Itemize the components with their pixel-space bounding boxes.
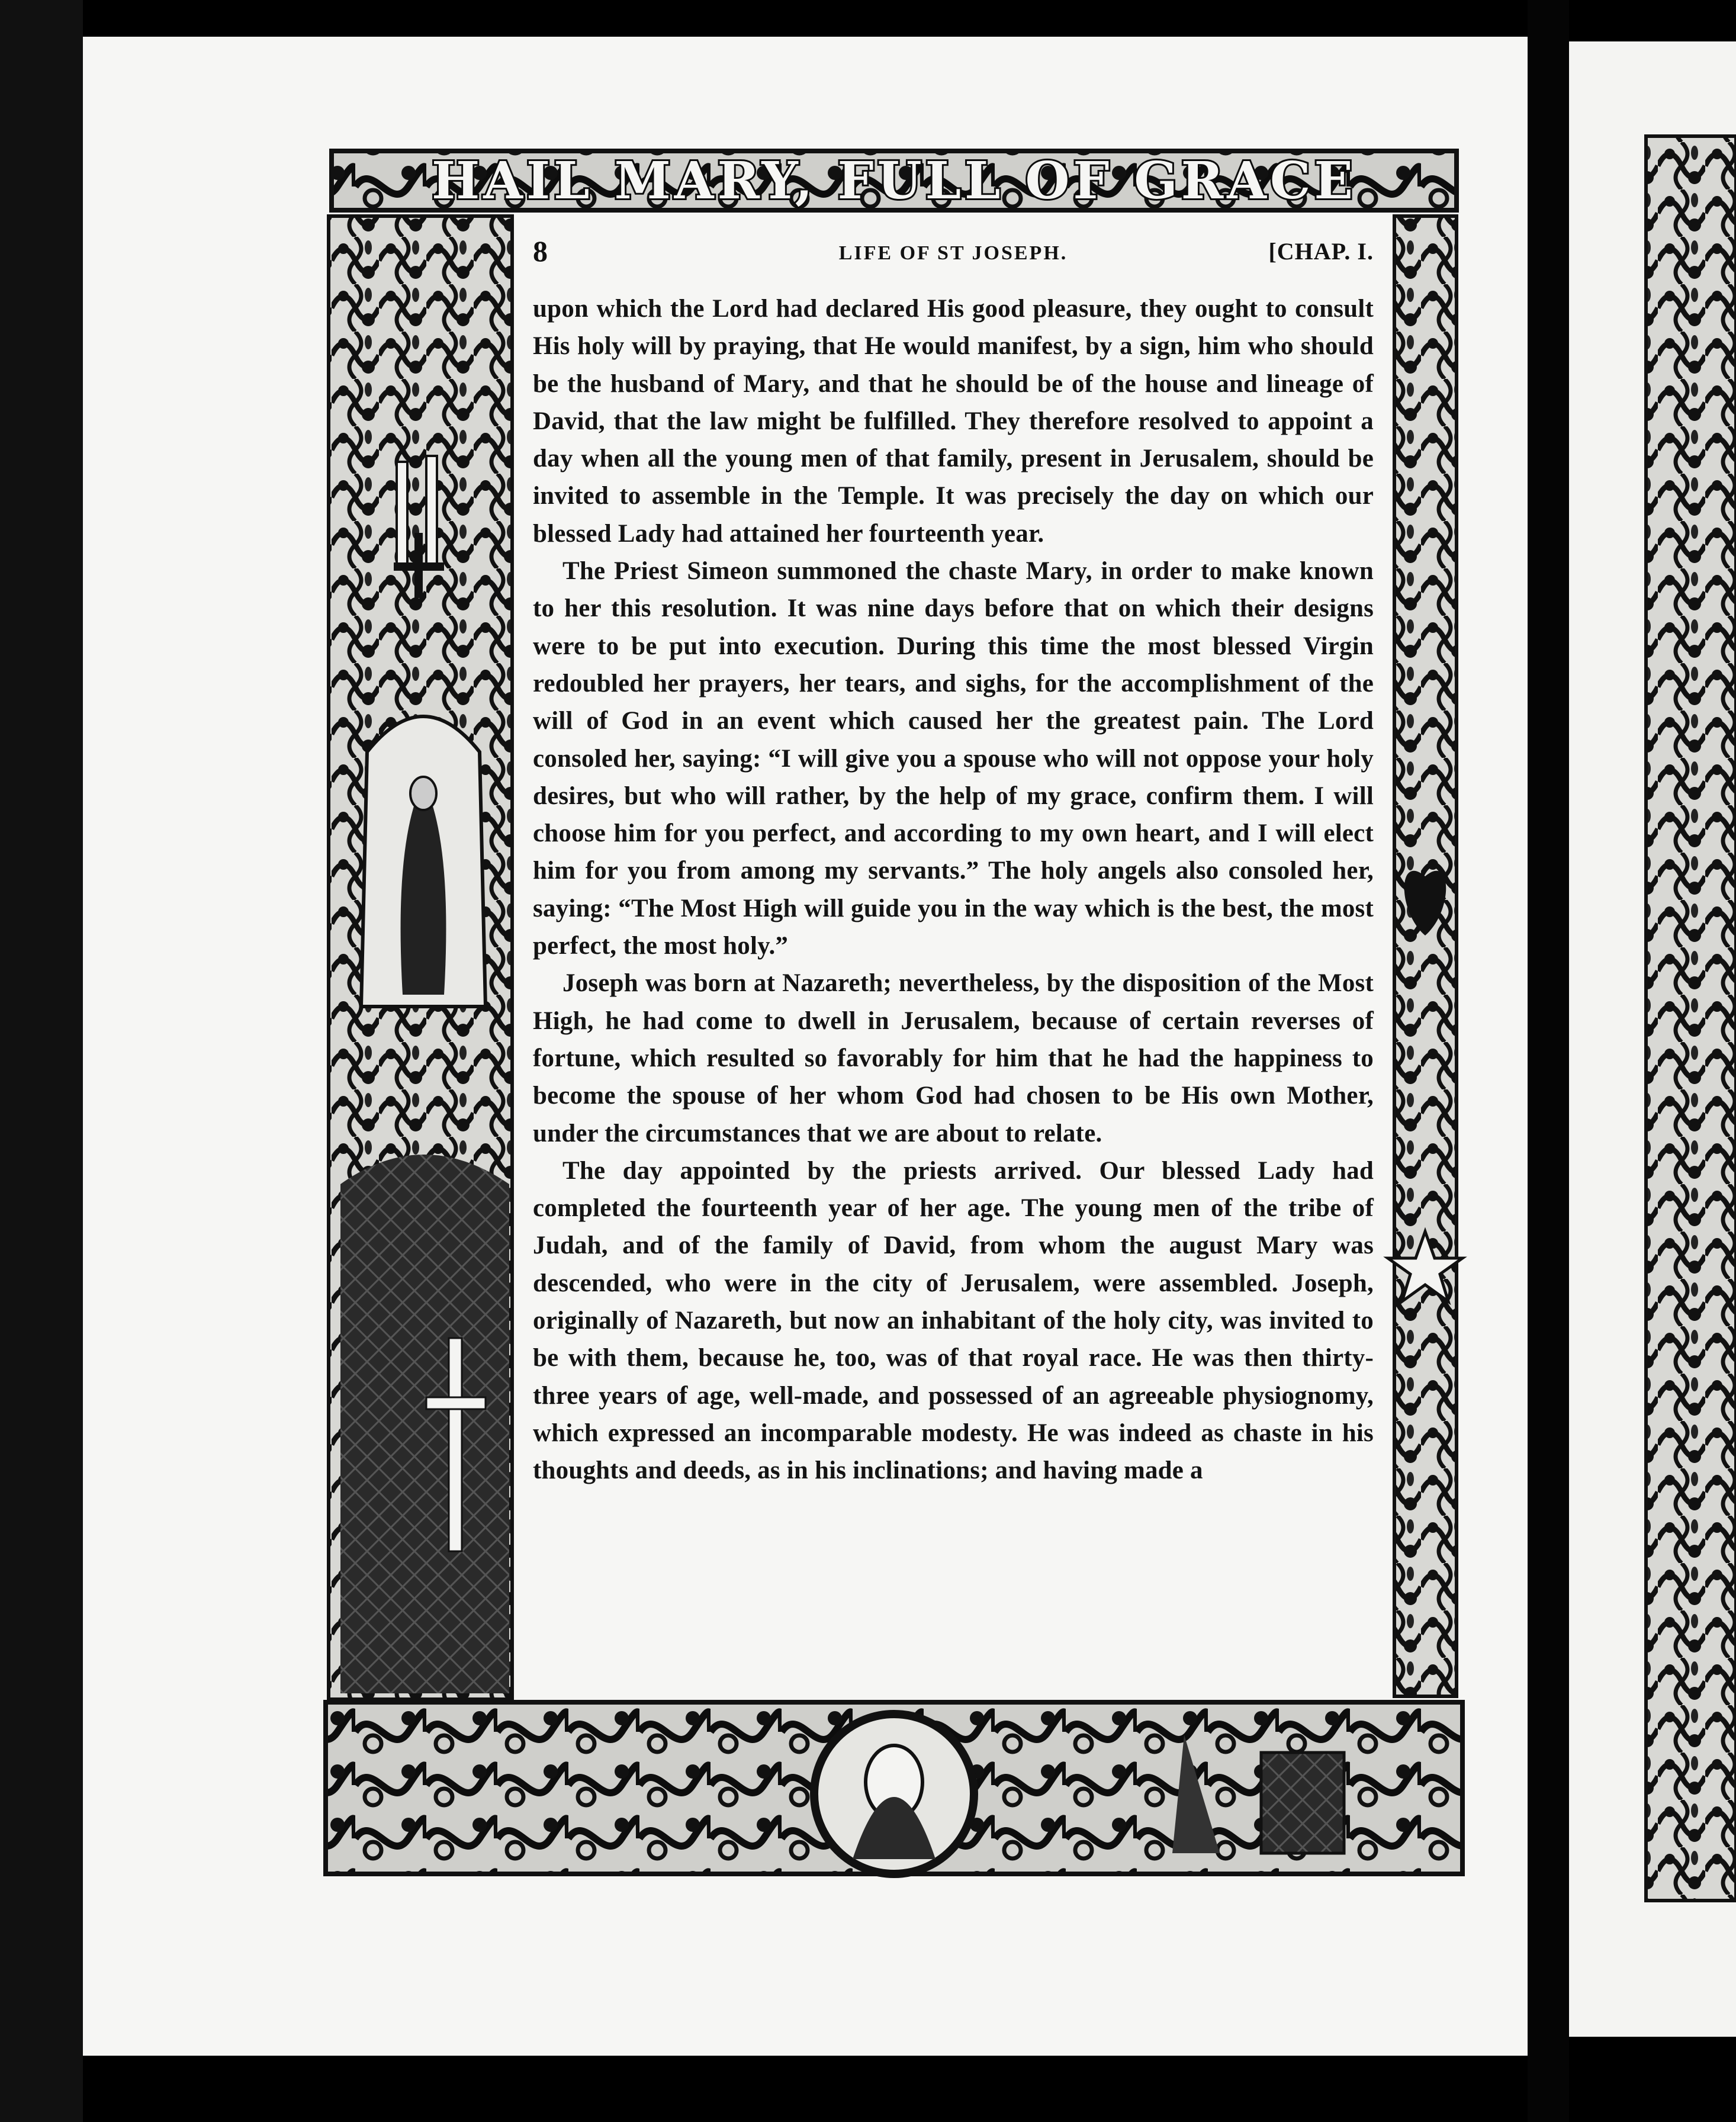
page-banner xyxy=(332,148,1457,213)
book-title: LIFE OF ST JOSEPH. xyxy=(838,242,1068,264)
bottom-border-illustration xyxy=(326,1702,1462,1874)
body-text xyxy=(533,290,1374,1490)
banner-text: HAIL MARY, FULL OF GRACE xyxy=(431,150,1357,211)
facing-page-border xyxy=(1646,136,1736,1901)
left-border-illustration xyxy=(329,216,512,1699)
right-border-illustration xyxy=(1388,216,1462,1696)
paragraph: upon which the Lord had declared His good pleasure, they ought to consult His holy will by praying, that He would manifest, by a sign, him who should be the husband of Mary, and that he should be of the house and lineage of David, that the law might be fulfilled. They therefore resolved to appoint a day when all the young men of that family, present in Jerusalem, should be invited to assemble in the Temple. It was precisely the day on which our blessed Lady had attained her fourteenth year. xyxy=(533,295,1374,548)
chapter-label: [CHAP. I. xyxy=(1268,238,1374,265)
page-number: 8 xyxy=(533,234,548,268)
paragraph: Joseph was born at Nazareth; nevertheless, by the disposition of the Most High, he had come to dwell in Jerusalem, because of certain reverses of fortune, which resulted so favorably for him that he had the happiness to become the spouse of her whom God had chosen to be His own Mother, under the circumstances that we are about to relate. xyxy=(533,969,1374,1147)
paragraph: The Priest Simeon summoned the chaste Mary, in order to make known to her this resolution. It was nine days before that on which their designs were to be put into execution. During this time the most blessed Virgin redoubled her prayers, her tears, and sighs, for the accomplishment of the will of God in an event which caused her the greatest pain. The Lord consoled her, saying: “I will give you a spouse who will not oppose your holy desires, but who will rather, by the help of my grace, confirm them. I will choose him for you perfect, and according to my own heart, and I will elect him for you from among my servants.” The holy angels also consoled her, saying: “The Most High will guide you in the way which is the best, the most perfect, the most holy.” xyxy=(533,557,1374,960)
paragraph: The day appointed by the priests arrived. Our blessed Lady had completed the fourteenth year of her age. The young men of the tribe of Judah, and of the family of David, from whom the august Mary was descended, who were in the city of Jerusalem, were assembled. Joseph, originally of Nazareth, but now an inhabitant of the holy city, was invited to be with them, because he, too, was of that royal race. He was then thirty-three years of age, well-made, and possessed of an agreeable physiognomy, which expressed an incomparable modesty. He was indeed as chaste in his thoughts and deeds, as in his inclinations; and having made a xyxy=(533,1156,1374,1485)
running-head xyxy=(533,234,1374,275)
